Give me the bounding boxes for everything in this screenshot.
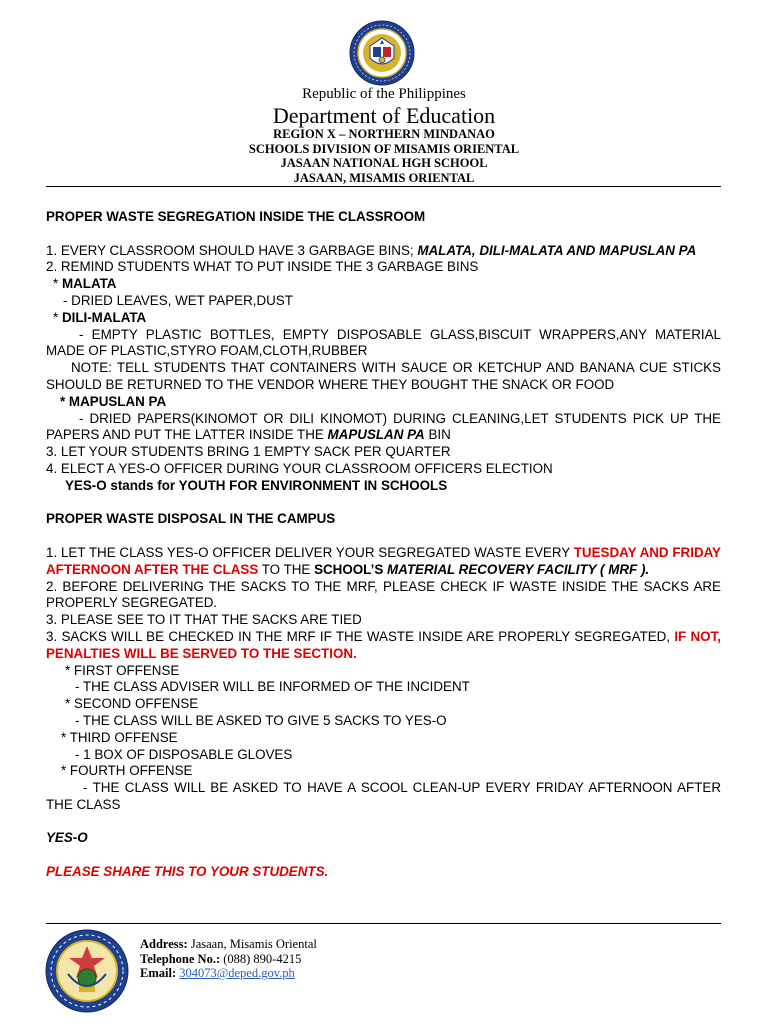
penalty-warning: IF NOT, PENALTIES WILL BE SERVED TO THE SECTION. [46,628,721,661]
campus-item-4 [46,629,721,663]
republic-line: Republic of the Philippines [302,86,466,102]
malata-heading [46,276,721,293]
address-value: Jasaan, Misamis Oriental [190,937,317,951]
malata-description: - DRIED LEAVES, WET PAPER,DUST [63,292,293,308]
dilimalata-description: - EMPTY PLASTIC BOTTLES, EMPTY DISPOSABLE GLASS,BISCUIT WRAPPERS,ANY MATERIAL MADE OF PLASTIC,STYRO FOAM,CLOTH,RUBBER [46,326,721,359]
school-logo [44,928,130,1014]
offense-3-description: - 1 BOX OF DISPOSABLE GLOVES [75,746,293,762]
item-text: 1. EVERY CLASSROOM SHOULD HAVE 3 GARBAGE BINS; [46,242,418,258]
footer-contact [140,937,317,981]
division-line: SCHOOLS DIVISION OF MISAMIS ORIENTAL [248,142,520,156]
address-line [140,937,317,952]
offense-3-label: * THIRD OFFENSE [61,729,178,745]
offense-2-label: * SECOND OFFENSE [65,696,199,712]
offense-1-label: * FIRST OFFENSE [65,662,180,678]
yeso-definition: YES-O stands for YOUTH FOR ENVIRONMENT IN SCHOOLS [65,477,448,493]
signature-yeso: YES-O [46,830,88,846]
campus-item-3: 3. PLEASE SEE TO IT THAT THE SACKS ARE TIED [46,612,362,628]
campus-section-heading: PROPER WASTE DISPOSAL IN THE CAMPUS [46,511,336,527]
memo-body [46,209,721,881]
classroom-item-3: 3. LET YOUR STUDENTS BRING 1 EMPTY SACK PER QUARTER [46,444,451,460]
bin-name: MAPUSLAN PA [327,427,425,443]
bullet: * [53,309,62,325]
offense-4-label: * FOURTH OFFENSE [61,763,193,779]
schedule-text: TUESDAY AND FRIDAY AFTERNOON AFTER THE CLASS [46,544,721,577]
department-title: Department of Education [272,103,496,128]
email-label: Email: [140,966,177,980]
campus-item-2: 2. BEFORE DELIVERING THE SACKS TO THE MRF, PLEASE CHECK IF WASTE INSIDE THE SACKS ARE PROPERLY SEGREGATED. [46,578,721,611]
email-link[interactable]: 304073@deped.gov.ph [179,966,295,980]
bin-names: MALATA, DILI-MALATA AND MAPUSLAN PA [417,242,697,258]
item-text: 1. LET THE CLASS YES-O OFFICER DELIVER YOUR SEGREGATED WASTE EVERY [46,544,574,560]
bullet: * [53,276,62,292]
campus-item-1 [46,545,721,579]
offense-1-description: - THE CLASS ADVISER WILL BE INFORMED OF THE INCIDENT [75,679,470,695]
header-divider [46,186,721,187]
mapuslan-heading: * MAPUSLAN PA [60,393,167,409]
bin-word: BIN [424,427,451,443]
classroom-item-4: 4. ELECT A YES-O OFFICER DURING YOUR CLASSROOM OFFICERS ELECTION [46,460,553,476]
address-label: Address: [140,937,188,951]
deped-seal-logo [349,20,415,86]
vendor-note: NOTE: TELL STUDENTS THAT CONTAINERS WITH SAUCE OR KETCHUP AND BANANA CUE STICKS SHOULD BE RETURNED TO THE VENDOR WHERE THEY BOUGHT THE SNACK OR FOOD [46,360,721,392]
facility-name: MATERIAL RECOVERY FACILITY ( MRF ). [387,561,650,577]
telephone-value: (088) 890-4215 [223,951,302,966]
offense-4-description: - THE CLASS WILL BE ASKED TO HAVE A SCOOL CLEAN-UP EVERY FRIDAY AFTERNOON AFTER THE CLASS [46,780,721,812]
offense-2-description: - THE CLASS WILL BE ASKED TO GIVE 5 SACKS TO YES-O [75,712,447,728]
telephone-label: Telephone No.: [140,951,221,966]
dilimalata-heading [46,310,721,327]
item-text: 3. SACKS WILL BE CHECKED IN THE MRF IF THE WASTE INSIDE ARE PROPERLY SEGREGATED, [46,628,675,644]
region-line: REGION X – NORTHERN MINDANAO [273,127,495,141]
schools-word: SCHOOL’S [314,561,387,577]
classroom-section-heading: PROPER WASTE SEGREGATION INSIDE THE CLASSROOM [46,209,426,224]
dilimalata-label: DILI-MALATA [61,309,147,325]
description-text: - DRIED PAPERS(KINOMOT OR DILI KINOMOT) DURING CLEANING,LET STUDENTS PICK UP THE PAPERS AND PUT THE LATTER INSIDE THE [46,410,721,443]
classroom-item-1 [46,243,721,260]
share-note: PLEASE SHARE THIS TO YOUR STUDENTS. [46,864,329,880]
email-line [140,966,317,981]
mapuslan-description [46,411,721,445]
malata-label: MALATA [61,276,117,292]
footer-divider [46,923,721,924]
school-name: JASAAN NATIONAL HGH SCHOOL [280,156,488,170]
classroom-item-2: 2. REMIND STUDENTS WHAT TO PUT INSIDE THE 3 GARBAGE BINS [46,259,479,275]
item-text: TO THE [258,561,315,577]
telephone-line [140,952,317,967]
school-location: JASAAN, MISAMIS ORIENTAL [293,171,475,185]
